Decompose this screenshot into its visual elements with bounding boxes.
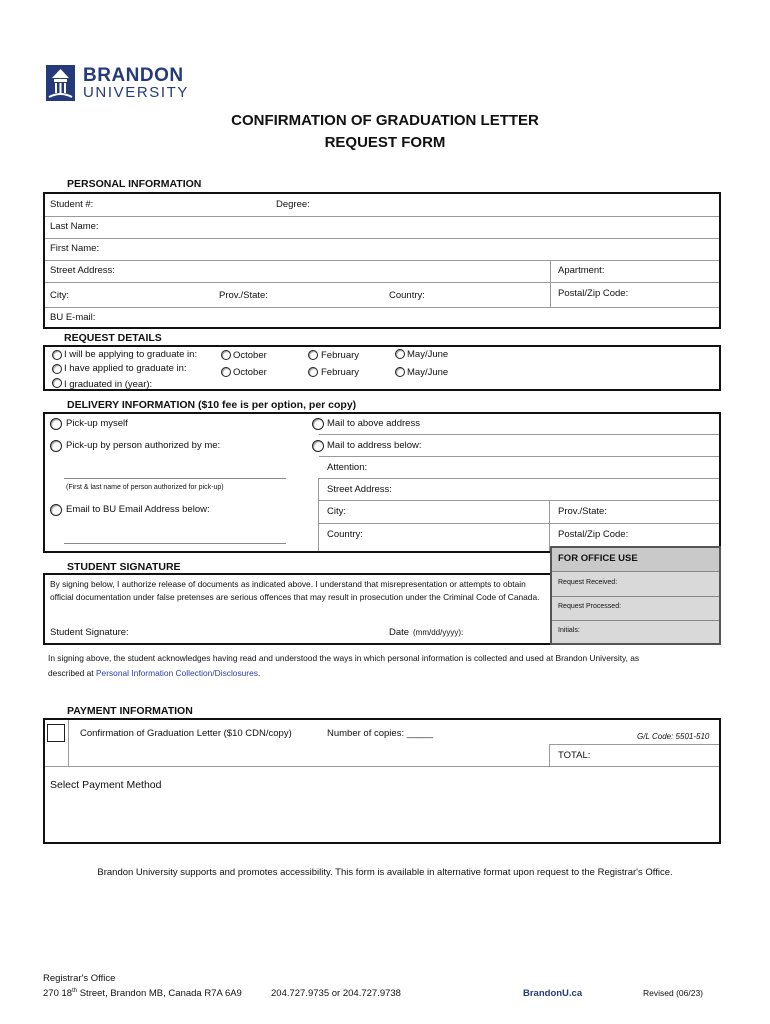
graduated-year-field[interactable] [164, 377, 284, 389]
mail-city-field[interactable] [350, 505, 544, 521]
footer-address-number: 270 18 [43, 988, 73, 1000]
mail-country-field[interactable] [370, 528, 544, 544]
applying-october-label: October [233, 350, 267, 361]
email-bu-field[interactable] [64, 524, 286, 540]
student-number-label: Student #: [50, 199, 94, 210]
applying-radio[interactable] [52, 350, 62, 360]
applying-february-label: February [321, 350, 360, 361]
signature-date-field[interactable] [470, 624, 548, 640]
authorized-person-note: (First & last name of person authorized for pick-up) [66, 484, 224, 491]
bu-email-label: BU E-mail: [50, 312, 96, 323]
applied-february-label: February [321, 367, 360, 378]
applying-february-radio[interactable] [308, 350, 318, 360]
accessibility-statement: Brandon University supports and promotes accessibility. This form is available in alternative format upon request to the Registrar's Office. [97, 867, 673, 878]
attention-label: Attention: [327, 462, 368, 473]
city-label: City: [50, 290, 69, 301]
applying-label: I will be applying to graduate in: [64, 349, 198, 360]
university-crest-icon [45, 64, 76, 102]
student-signature-field[interactable] [140, 624, 380, 640]
form-title-line1: CONFIRMATION OF GRADUATION LETTER [231, 112, 539, 129]
footer-revised: Revised (06/23) [643, 988, 704, 998]
initials-label: Initials: [558, 627, 580, 634]
applying-mayjune-label: May/June [407, 349, 449, 360]
degree-label: Degree: [276, 199, 310, 210]
payment-item-label: Confirmation of Graduation Letter ($10 CDN/copy) [80, 728, 292, 739]
signature-authorization-text: By signing below, I authorize release of documents as indicated above. I understand that misrepresentation or attempts to obtain official documentation under false pretenses are serious offences that may result in prosecution under the Criminal Code of Canada. [50, 579, 540, 602]
applying-october-radio[interactable] [221, 350, 231, 360]
mail-above-radio[interactable] [312, 418, 324, 430]
applied-radio[interactable] [52, 364, 62, 374]
mail-street-label: Street Address: [327, 484, 392, 495]
bu-email-field[interactable] [100, 311, 716, 327]
authorized-person-field[interactable] [64, 460, 286, 476]
country-field[interactable] [432, 289, 544, 305]
mail-below-label: Mail to address below: [327, 440, 422, 451]
privacy-line2-suffix: . [257, 668, 261, 678]
mail-street-field[interactable] [400, 483, 716, 499]
graduated-radio[interactable] [52, 378, 62, 388]
pickup-myself-radio[interactable] [50, 418, 62, 430]
attention-field[interactable] [378, 461, 716, 477]
brandon-university-logo [45, 64, 195, 102]
pickup-authorized-label: Pick-up by person authorized by me: [66, 440, 221, 451]
privacy-line2 [48, 666, 728, 681]
student-number-field[interactable] [100, 198, 265, 214]
country-label: Country: [389, 290, 425, 301]
gl-code-label: G/L Code: 5501-510 [637, 732, 710, 741]
student-signature-header: STUDENT SIGNATURE [67, 561, 181, 573]
apartment-label: Apartment: [558, 265, 605, 276]
privacy-line2-prefix: described at [48, 668, 96, 678]
applied-mayjune-label: May/June [407, 367, 449, 378]
footer-office: Registrar's Office [43, 973, 116, 984]
number-of-copies-label[interactable]: Number of copies: _____ [327, 728, 434, 739]
payment-info-header: PAYMENT INFORMATION [67, 705, 193, 717]
total-label: TOTAL: [558, 750, 591, 761]
request-received-label: Request Received: [558, 579, 618, 586]
mail-postal-field[interactable] [636, 528, 716, 544]
prov-state-label: Prov./State: [219, 290, 268, 301]
logo-line2: UNIVERSITY [83, 84, 190, 101]
postal-code-field[interactable] [636, 287, 716, 303]
mail-postal-label: Postal/Zip Code: [558, 529, 629, 540]
applied-mayjune-radio[interactable] [395, 367, 405, 377]
pickup-authorized-radio[interactable] [50, 440, 62, 452]
privacy-policy-link[interactable]: Personal Information Collection/Disclosures [95, 668, 258, 678]
payment-item-checkbox[interactable] [47, 724, 65, 742]
mail-prov-label: Prov./State: [558, 506, 607, 517]
prov-state-field[interactable] [278, 289, 383, 305]
footer-address [43, 988, 242, 999]
applied-label: I have applied to graduate in: [64, 363, 187, 374]
city-field[interactable] [72, 289, 212, 305]
delivery-info-header: DELIVERY INFORMATION ($10 fee is per option, per copy) [67, 399, 357, 411]
mail-below-radio[interactable] [312, 440, 324, 452]
payment-method-select[interactable]: Select Payment Method [50, 779, 162, 791]
student-signature-label: Student Signature: [50, 627, 129, 638]
request-processed-label: Request Processed: [558, 603, 622, 610]
street-address-label: Street Address: [50, 265, 115, 276]
applied-october-radio[interactable] [221, 367, 231, 377]
logo-line1: BRANDON [83, 65, 184, 86]
degree-field[interactable] [316, 198, 716, 214]
mail-above-label: Mail to above address [327, 418, 420, 429]
applied-october-label: October [233, 367, 267, 378]
last-name-label: Last Name: [50, 221, 99, 232]
office-use-header: FOR OFFICE USE [558, 553, 638, 564]
privacy-acknowledgement [48, 651, 728, 681]
footer-address-rest: Street, Brandon MB, Canada R7A 6A9 [77, 988, 242, 1000]
mail-country-label: Country: [327, 529, 363, 540]
street-address-field[interactable] [124, 264, 544, 280]
first-name-label: First Name: [50, 243, 100, 254]
graduated-label: I graduated in (year): [64, 379, 153, 390]
footer-phones: 204.727.9735 or 204.727.9738 [271, 988, 401, 999]
date-format-label: (mm/dd/yyyy): [413, 628, 464, 637]
last-name-field[interactable] [106, 220, 716, 236]
date-label: Date [389, 627, 410, 638]
request-details-header: REQUEST DETAILS [64, 332, 162, 344]
email-bu-label: Email to BU Email Address below: [66, 504, 210, 515]
footer-website-link[interactable]: BrandonU.ca [523, 988, 583, 999]
form-title-line2: REQUEST FORM [324, 134, 446, 151]
postal-code-label: Postal/Zip Code: [558, 288, 629, 299]
email-bu-radio[interactable] [50, 504, 62, 516]
total-field[interactable] [596, 748, 716, 764]
pickup-myself-label: Pick-up myself [66, 418, 128, 429]
mail-prov-field[interactable] [616, 505, 716, 521]
first-name-field[interactable] [106, 242, 716, 258]
applied-february-radio[interactable] [308, 367, 318, 377]
personal-info-header: PERSONAL INFORMATION [67, 178, 202, 190]
apartment-field[interactable] [614, 264, 716, 280]
privacy-line1: In signing above, the student acknowledges having read and understood the ways in which personal information is collected and used at Brandon University, as [48, 653, 640, 663]
footer-address-suffix: th [72, 988, 78, 994]
mail-city-label: City: [327, 506, 346, 517]
applying-mayjune-radio[interactable] [395, 349, 405, 359]
